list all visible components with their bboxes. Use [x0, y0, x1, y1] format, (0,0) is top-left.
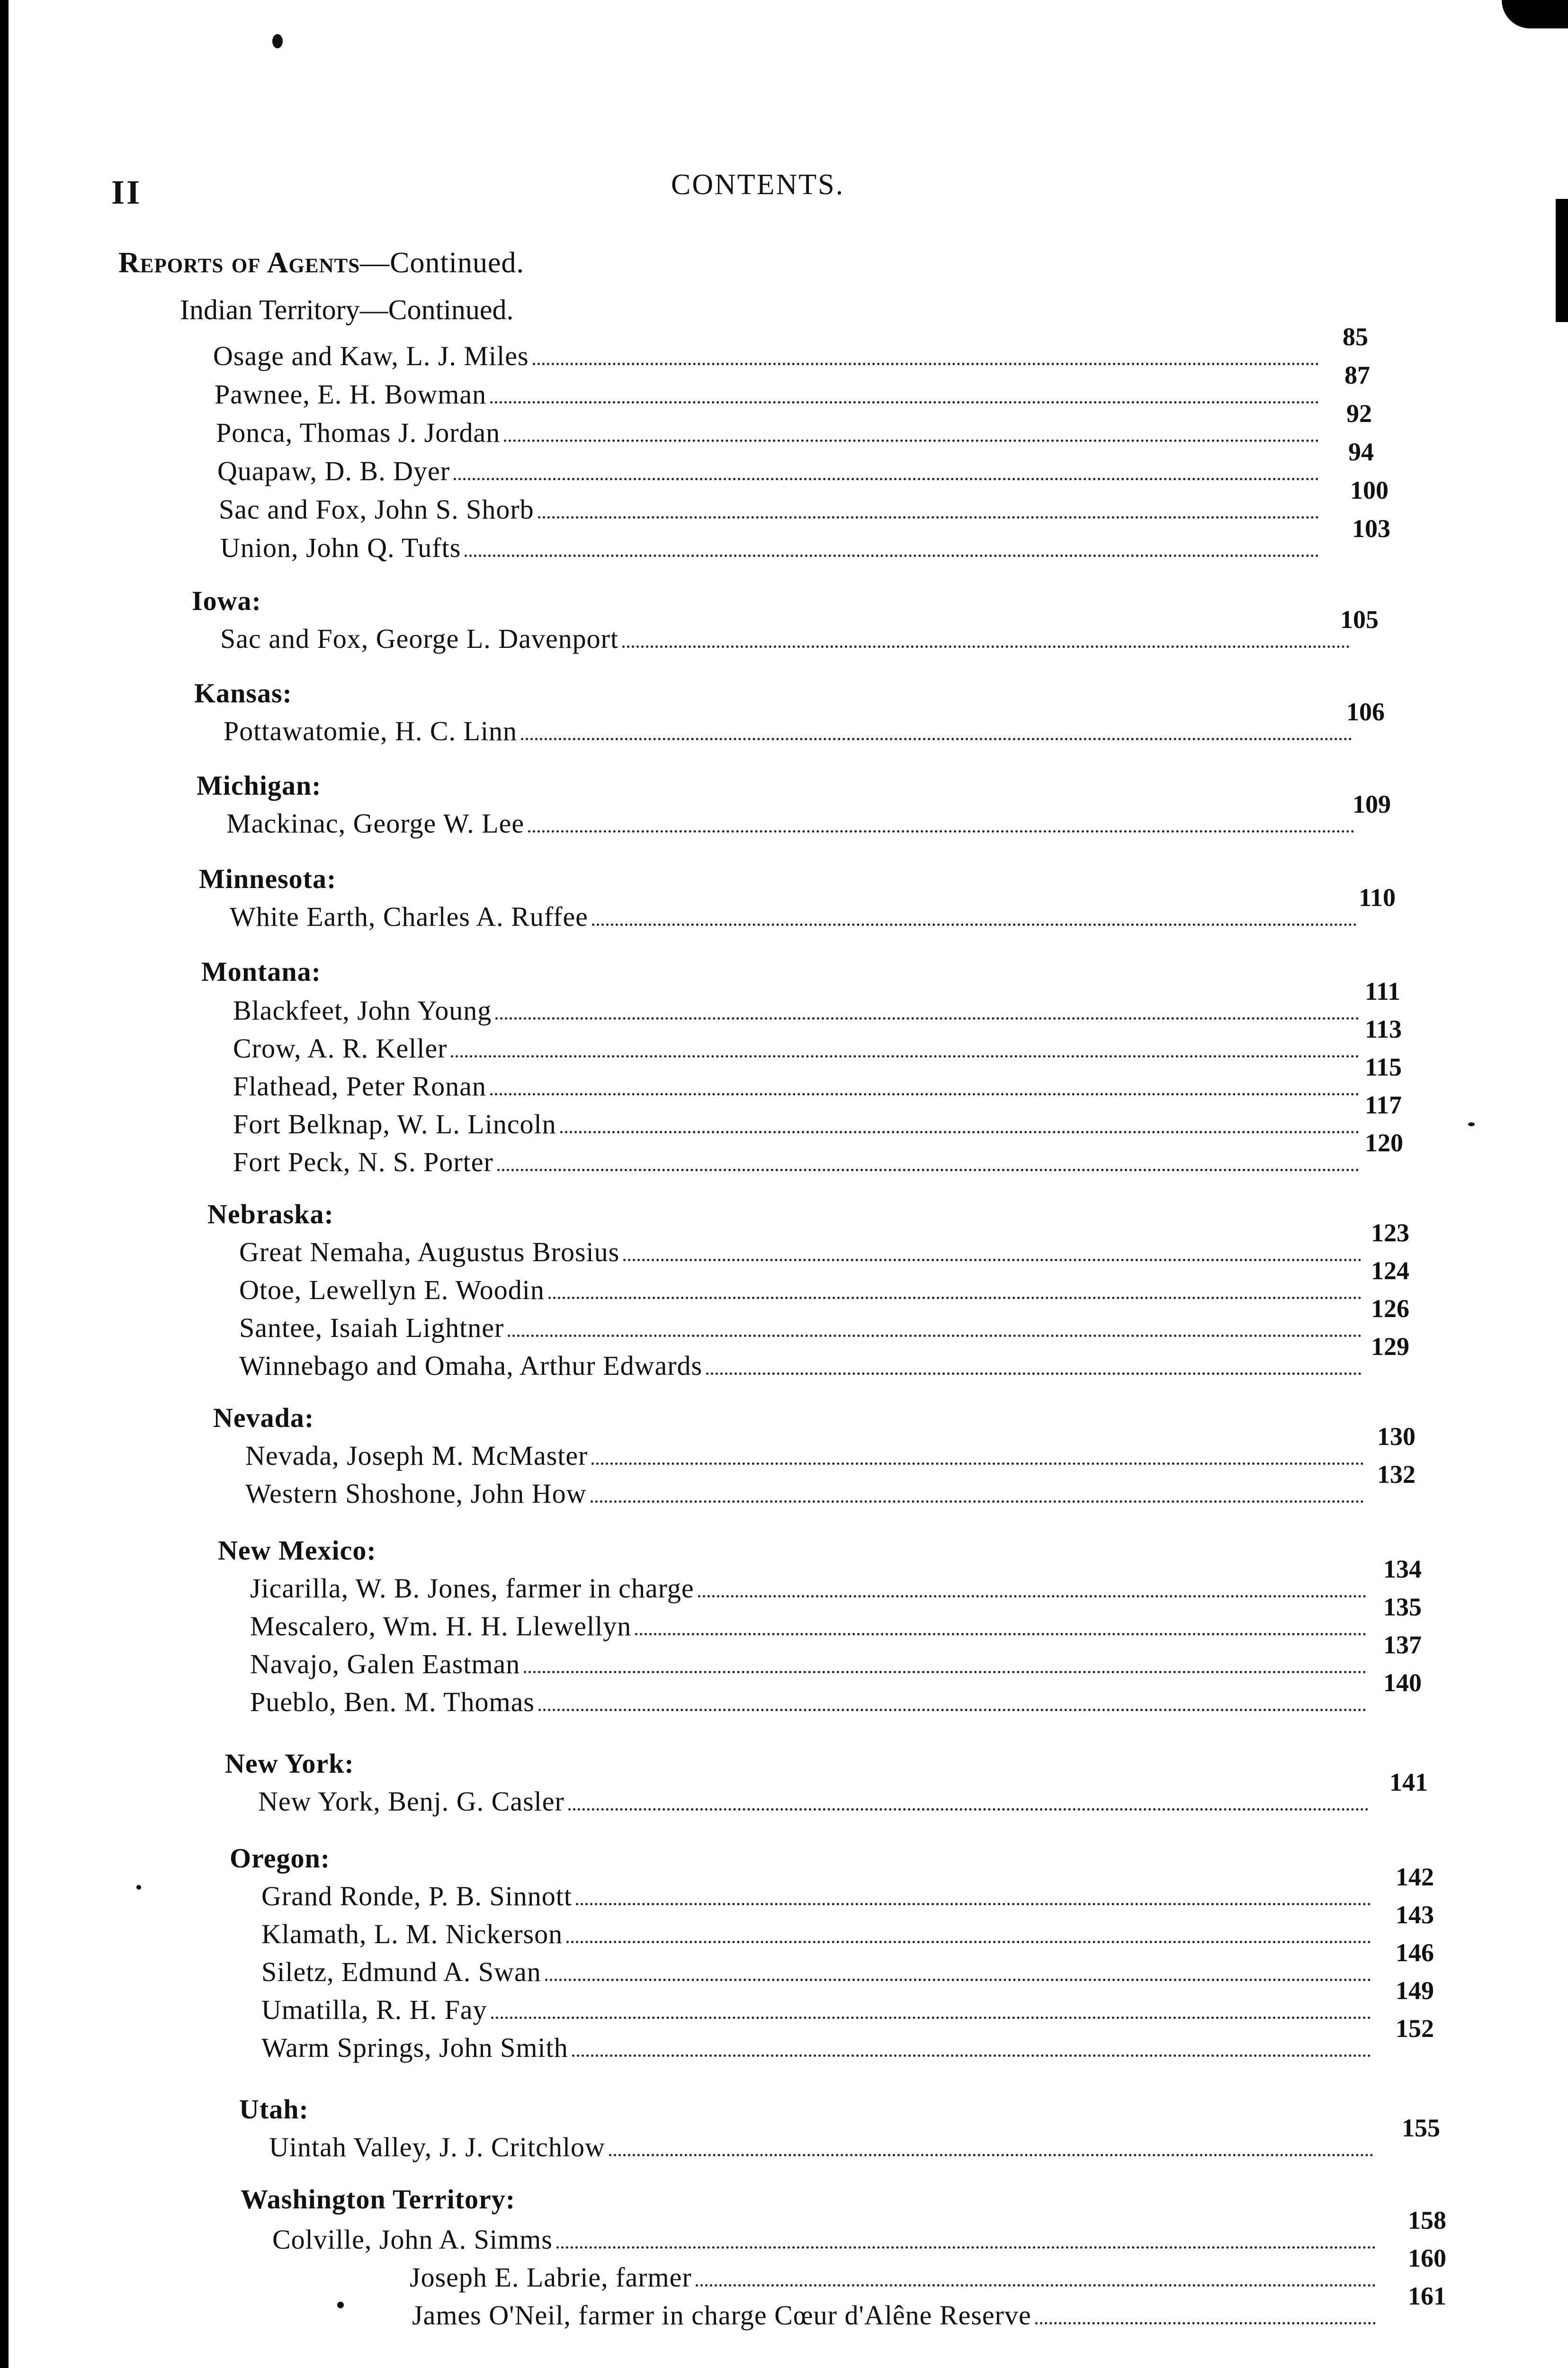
toc-entry-label: Pawnee, E. H. Bowman [215, 379, 487, 410]
toc-entry-label: Grand Ronde, P. B. Sinnott [261, 1881, 572, 1911]
state-heading-utah: Utah: [239, 2094, 309, 2125]
toc-entry-page: 124 [1371, 1256, 1409, 1285]
toc-entry-label: Warm Springs, John Smith [261, 2032, 568, 2063]
state-heading-montana: Montana: [201, 956, 321, 987]
toc-entry-label: Sac and Fox, John S. Shorb [219, 494, 534, 525]
toc-entry-page: 142 [1396, 1863, 1434, 1891]
state-heading-new-mexico: New Mexico: [218, 1535, 376, 1566]
toc-entry-page: 103 [1352, 514, 1390, 543]
toc-entry-label: Quapaw, D. B. Dyer [217, 456, 450, 486]
toc-entry-page: 141 [1389, 1768, 1428, 1796]
toc-entry-page: 123 [1371, 1219, 1409, 1247]
toc-entry [261, 1994, 1371, 2026]
dot-leader [465, 555, 1319, 557]
dot-leader [538, 1709, 1366, 1711]
toc-entry-page: 94 [1348, 438, 1374, 466]
ink-speck [136, 1885, 141, 1890]
toc-entry-label: Pottawatomie, H. C. Linn [224, 716, 518, 746]
toc-entry [233, 1146, 1359, 1178]
toc-entry [216, 417, 1319, 448]
toc-entry [219, 493, 1319, 525]
ink-speck [1468, 1122, 1475, 1126]
toc-entry [230, 901, 1357, 933]
toc-entry-label: Osage and Kaw, L. J. Miles [213, 341, 529, 371]
dot-leader [508, 1335, 1362, 1337]
dot-leader [706, 1372, 1362, 1375]
toc-entry-page: 160 [1408, 2244, 1446, 2272]
state-heading-minnesota: Minnesota: [199, 863, 337, 894]
dot-leader [635, 1633, 1366, 1635]
toc-entry-label: Mescalero, Wm. H. H. Llewellyn [250, 1611, 632, 1641]
toc-entry [269, 2131, 1373, 2163]
toc-entry-page: 109 [1353, 790, 1391, 818]
toc-entry-page: 111 [1365, 977, 1401, 1005]
toc-entry-label: Great Nemaha, Augustus Brosius [239, 1237, 620, 1267]
dot-leader [609, 2154, 1373, 2156]
dot-leader [528, 830, 1354, 833]
toc-entry-label: Pueblo, Ben. M. Thomas [250, 1686, 535, 1717]
toc-entry [239, 1312, 1362, 1344]
toc-entry-page: 155 [1402, 2114, 1440, 2142]
toc-entry-page: 110 [1359, 883, 1396, 912]
toc-entry [220, 623, 1350, 655]
dot-leader [696, 2284, 1376, 2287]
dot-leader [591, 1462, 1364, 1465]
toc-entry [226, 807, 1354, 839]
toc-entry-page: 106 [1346, 698, 1385, 726]
page-title: CONTENTS. [671, 169, 845, 201]
state-heading-washington-territory: Washington Territory: [241, 2184, 516, 2215]
toc-entry-label: Santee, Isaiah Lightner [239, 1312, 504, 1343]
toc-entry-label: Fort Belknap, W. L. Lincoln [233, 1109, 556, 1139]
toc-entry-page: 115 [1365, 1053, 1402, 1081]
dot-leader [490, 401, 1319, 404]
toc-entry-page: 126 [1371, 1294, 1409, 1323]
toc-entry-label: Fort Peck, N. S. Porter [233, 1147, 493, 1177]
toc-entry-label: Otoe, Lewellyn E. Woodin [239, 1274, 545, 1305]
dot-leader [545, 1979, 1371, 1981]
toc-entry-page: 129 [1371, 1332, 1409, 1361]
toc-entry-label: Nevada, Joseph M. McMaster [245, 1440, 588, 1471]
section-heading [118, 246, 524, 280]
dot-leader [592, 924, 1357, 926]
dot-leader [572, 2054, 1371, 2057]
state-heading-kansas: Kansas: [194, 678, 292, 709]
toc-entry-page: 87 [1344, 361, 1370, 389]
toc-entry-label: Navajo, Galen Eastman [250, 1649, 520, 1679]
dot-leader [576, 1903, 1371, 1905]
toc-entry-page: 85 [1343, 323, 1368, 351]
state-heading-new-york: New York: [225, 1748, 354, 1779]
dot-leader [556, 2246, 1376, 2249]
dot-leader [568, 1808, 1369, 1811]
toc-entry-label: Umatilla, R. H. Fay [261, 1994, 487, 2025]
toc-entry [233, 995, 1359, 1026]
toc-entry [410, 2261, 1376, 2293]
dot-leader [566, 1941, 1371, 1943]
toc-entry [412, 2299, 1376, 2331]
toc-entry-page: 135 [1383, 1593, 1422, 1621]
state-heading-oregon: Oregon: [230, 1843, 331, 1874]
toc-entry-page: 161 [1408, 2282, 1446, 2310]
dot-leader [524, 1671, 1366, 1673]
toc-entry-page: 117 [1365, 1091, 1402, 1119]
toc-entry [258, 1785, 1369, 1817]
state-heading-michigan: Michigan: [197, 770, 322, 801]
toc-entry-page: 137 [1383, 1631, 1422, 1659]
toc-entry-page: 92 [1346, 399, 1372, 428]
toc-entry-label: Union, John Q. Tufts [220, 532, 461, 563]
territory-heading-indian-territory: Indian Territory—Continued. [180, 294, 514, 325]
dot-leader [622, 646, 1350, 648]
toc-entry-label: Klamath, L. M. Nickerson [261, 1919, 563, 1949]
dot-leader [497, 1169, 1359, 1171]
toc-entry-label: Crow, A. R. Keller [233, 1033, 448, 1064]
ink-speck [337, 2302, 344, 2308]
dot-leader [698, 1595, 1366, 1597]
toc-entry-page: 100 [1350, 476, 1389, 504]
dot-leader [591, 1500, 1364, 1503]
dot-leader [533, 363, 1319, 365]
toc-entry [261, 1956, 1371, 1988]
dot-leader [454, 478, 1319, 480]
toc-entry-page: 149 [1396, 1976, 1434, 2005]
toc-entry-page: 152 [1396, 2014, 1434, 2043]
toc-entry [250, 1572, 1366, 1604]
dot-leader [451, 1055, 1359, 1058]
toc-entry-label: Ponca, Thomas J. Jordan [216, 417, 501, 448]
toc-entry-label: Colville, John A. Simms [272, 2224, 553, 2255]
toc-entry-page: 130 [1377, 1422, 1416, 1451]
toc-entry [261, 1880, 1371, 1912]
toc-entry-page: 132 [1377, 1460, 1416, 1489]
page-number: II [111, 173, 142, 211]
toc-entry-label: Flathead, Peter Ronan [233, 1071, 486, 1102]
toc-entry-page: 134 [1383, 1555, 1422, 1583]
toc-entry-label: Western Shoshone, John How [245, 1478, 587, 1509]
state-heading-iowa: Iowa: [192, 585, 261, 616]
toc-entry-label: Siletz, Edmund A. Swan [261, 1956, 541, 1987]
scan-border-left [0, 0, 9, 2368]
toc-entry [245, 1478, 1364, 1509]
toc-entry [217, 455, 1319, 487]
toc-entry-page: 120 [1365, 1129, 1403, 1157]
dot-leader [521, 738, 1352, 740]
dot-leader [1035, 2322, 1376, 2324]
toc-entry-label: James O'Neil, farmer in charge Cœur d'Alêne Reserve [412, 2300, 1031, 2331]
toc-entry [220, 532, 1319, 564]
toc-entry-label: White Earth, Charles A. Ruffee [230, 901, 588, 932]
toc-entry-page: 143 [1396, 1901, 1434, 1929]
dot-leader [548, 1297, 1362, 1299]
toc-entry-page: 113 [1365, 1015, 1402, 1043]
toc-entry-page: 140 [1383, 1668, 1422, 1697]
dot-leader [491, 2017, 1371, 2019]
toc-entry-label: Winnebago and Omaha, Arthur Edwards [239, 1350, 703, 1381]
toc-entry [233, 1032, 1359, 1064]
toc-entry [245, 1440, 1364, 1471]
toc-entry [250, 1648, 1366, 1680]
toc-entry-label: Uintah Valley, J. J. Critchlow [269, 2132, 605, 2162]
ink-speck [272, 34, 283, 48]
toc-entry-page: 105 [1340, 605, 1379, 634]
section-heading-label: Reports of Agents [118, 247, 360, 279]
toc-entry [272, 2224, 1376, 2255]
scan-border-right-notch [1556, 199, 1568, 322]
toc-entry [213, 340, 1319, 372]
toc-entry-label: Joseph E. Labrie, farmer [410, 2262, 692, 2293]
toc-entry [250, 1610, 1366, 1642]
toc-entry [261, 2032, 1371, 2063]
dot-leader [623, 1259, 1362, 1261]
scan-border-top-right [1502, 0, 1568, 28]
toc-entry [224, 715, 1352, 747]
toc-entry [233, 1108, 1359, 1140]
dot-leader [490, 1093, 1359, 1095]
toc-entry-label: Sac and Fox, George L. Davenport [220, 623, 619, 654]
state-heading-nevada: Nevada: [213, 1402, 314, 1433]
dot-leader [495, 1017, 1359, 1020]
dot-leader [560, 1131, 1359, 1133]
toc-entry-label: Mackinac, George W. Lee [226, 808, 525, 839]
dot-leader [504, 440, 1319, 442]
toc-entry [261, 1918, 1371, 1950]
section-heading-continued: —Continued. [360, 247, 524, 279]
toc-entry [239, 1350, 1362, 1381]
toc-entry-page: 158 [1408, 2206, 1446, 2234]
toc-entry-label: Jicarilla, W. B. Jones, farmer in charge [250, 1573, 694, 1604]
toc-entry [215, 378, 1319, 410]
state-heading-nebraska: Nebraska: [207, 1199, 334, 1229]
toc-entry [239, 1236, 1362, 1268]
toc-entry [239, 1274, 1362, 1306]
toc-entry-label: New York, Benj. G. Casler [258, 1786, 564, 1817]
dot-leader [538, 516, 1319, 519]
toc-entry-page: 146 [1396, 1938, 1434, 1967]
toc-entry [250, 1686, 1366, 1718]
toc-entry [233, 1070, 1359, 1102]
toc-entry-label: Blackfeet, John Young [233, 995, 492, 1026]
